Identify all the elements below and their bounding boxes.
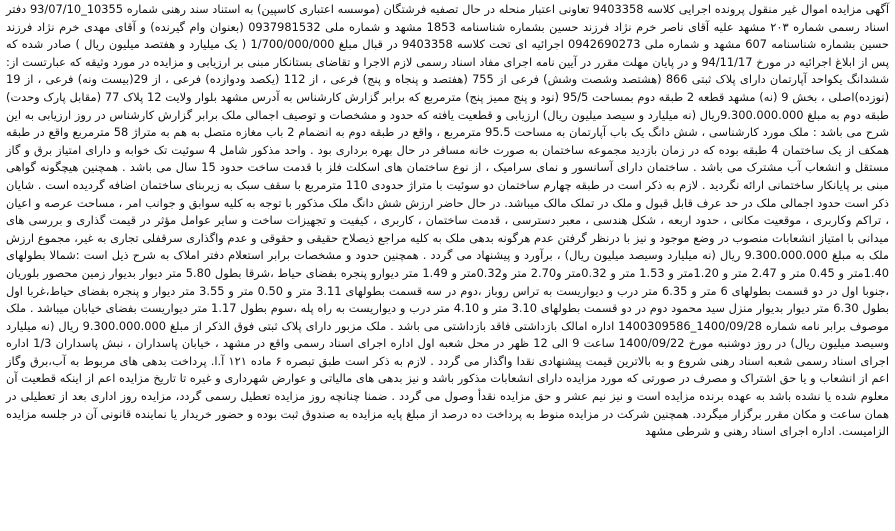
auction-notice-text: آگهی مزایده اموال غیر منقول پرونده اجرایی کلاسه 9403358 تعاونی اعتبار منحله در حال تصفیه فرشتگان (موسسه اعتباری کاسپین) به استناد سند رهنی شماره 10355_93/07/10 دفتر اسناد رسمی شماره ۲۰۳ مشهد علیه آقای ناصر خرم نژاد فرزند حسین بشماره شناسنامه 1853 مشهد و شماره ملی 0937981532 (بعنوان وام گیرنده) و آقای مهدی خرم نژاد فرزند حسین بشماره شناسنامه 607 مشهد و شماره ملی 0942690273 اجرائیه ای تحت کلاسه 9403358 در قبال مبلغ 1/700/000/000 ( یک میلیارد و هفتصد میلیون ریال ) صادر شده که پس از ابلاغ اجرائیه در مورخ 94/11/17 و در پایان مهلت مقرر در آیین نامه اجرای مفاد اسناد رسمی لازم الاجرا و تقاضای بستانکار مبنی بر ارزیابی و مزایده در مورد وثیقه که عبارتست از: ششدانگ یکواحد آپارتمان دارای پلاک ثبتی 866 (هشتصد وشصت وشش) فرعی از 755 (هفتصد و پنجاه و پنج) فرعی ، از 112 (یکصد ودوازده) فرعی ، از 29(بیست ونه) فرعی ، از 19 (نوزده)اصلی ، بخش 9 (نه) مشهد قطعه 2 طبقه دوم بمساحت 95/5 (نود و پنج ممیز پنج) مترمربع که برابر گزارش کارشناس به آدرس مشهد بلوار ولایت 12 پلاک 77 (مقابل پارک وحدت) طبقه دوم به مبلغ 9.300.000.000ریال (نه میلیارد و سیصد میلیون ریال) ارزیابی و قطعیت یافته که حدود و مشخصات و توصیف اجمالی ملک برابر گزارش کارشناس در روز ارزیابی به این شرح می باشد : ملک مورد کارشناسی ، شش دانگ یک باب آپارتمان به مساحت 95.5 مترمربع ، واقع در طبقه دوم به انضمام 2 باب مغازه متصل به هم به متراژ 58 مترمربع واقع در طبقه همکف از یک ساختمان 4 طبقه بوده که در زمان بازدید مجموعه ساختمان به صورت خانه مسافر در حال بهره برداری بود . واحد مذکور شامل 4 سوئیت تک خوابه و دارای امتیاز برق و گاز مستقل و انشعاب آب مشترک می باشد . ساختمان دارای آسانسور و نمای سرامیک ، از نوع ساختمان های اسکلت فلز با قدمت ساخت حدود 15 سال می باشد . همچنین هیچگونه گواهی مبنی بر پایانکار ساختمانی ارائه نگردید . لازم به ذکر است در طبقه چهارم ساختمان دو سوئیت با متراژ حدودی 110 مترمربع با سقف سبک به زیربنای ساختمان اضافه گردیده است . شایان ذکر است حدود اجمالی ملک در حد عرف قابل قبول و ملک در تملک مالک میباشد. در حال حاضر ارزش شش دانگ ملک مذکور با توجه به کلیه سوابق و جوانب امر ، مساحت عرصه و اعیان ، تراکم وکاربری ، موقعیت مکانی ، حدود اربعه ، شکل هندسی ، معبر دسترسی ، قدمت ساختمان ، کاربری ، کیفیت و تجهیزات ساخت و سایر عوامل مؤثر در قیمت گذاری و بررسی های میدانی با امتیاز انشعابات منصوب در وضع موجود و نیز با درنظر گرفتن عدم هرگونه بدهی ملک به کلیه مراجع ذیصلاح حقیقی و حقوقی و عدم واگذاری سرقفلی تجاری به غیر، مجموع ارزش ملک به مبلغ 9.300.000.000 ریال (نه میلیارد وسیصد میلیون ریال) ، برآورد و پیشنهاد می گردد . همچنین حدود و مشخصات برابر استعلام دفتر املاک به شرح ذیل است :شمالا بطولهای 1.40متر و 0.45 متر و 2.47 متر و 1.20متر و 1.53 متر و 0.32متر و2.70 متر و0.32متر و 1.49 متر دیوارو پنجره بفضای حیاط ،شرقا بطول 5.80 متر دیوار بدیوار زمین محصور بلوریان ،جنوبا اول در دو قسمت بطولهای 6 متر و 6.35 متر درب و دیواریست به تراس روباز ،دوم در سه قسمت بطولهای 3.11 متر و 0.50 متر و 3.55 متر دیوار و پنجره بفضای حیاط،غربا اول بطول 6.30 متر دیوار بدیوار منزل سید محمود دوم در دو قسمت بطولهای 3.10 متر و 4.10 متر درب و دیواریست به راه پله ،سوم بطول 1.17 متر دیواریست بفضای خیابان میباشد . ملک موصوف برابر نامه شماره 1400/09/28_1400309586 اداره امالک بازداشتی فاقد بازداشتی می باشد . ملک مزبور دارای پلاک ثبتی فوق الذکر از مبلغ 9.300.000.000 ریال (نه میلیارد وسیصد میلیون ریال) در روز دوشنبه مورخ 1400/09/22 ساعت 9 الی 12 ظهر در محل شعبه اول اداره اجرای اسناد رسمی واقع در مشهد ، خیابان پاسداران ، نبش پاسداران 1/3 اداره اجرای اسناد رسمی شعبه اسناد رهنی شروع و به بالاترین قیمت پیشنهادی نقدا واگذار می گردد . لازم به ذکر است طبق تبصره ۶ ماده ۱۲۱ آ.ا. پرداخت بدهی های مربوط به آب،برق وگاز اعم از انشعاب و یا حق اشتراک و مصرف در صورتی که مورد مزایده دارای انشعابات مذکور باشد و نیز بدهی های مالیاتی و عوارض شهرداری و غیره تا تاریخ مزایده اعم از اینکه قطعیت آن معلوم شده یا نشده باشد به عهده برنده مزایده است و نیز نیم عشر و حق مزایده نقدأ وصول می گردد . ضمنا چنانچه روز مزایده تعطیل رسمی گردد، مزایده روز اداری بعد از تعطیلی در همان ساعت و مکان مقرر برگزار میگردد. همچنین شرکت در مزایده منوط به پرداخت ده درصد از مبلغ پایه مزایده به صندوق ثبت بوده و حضور خریدار یا نماینده قانونی آن در جلسه مزایده الزامیست. اداره اجرای اسناد رهنی و شرطی مشهد	[6, 2, 890, 439]
